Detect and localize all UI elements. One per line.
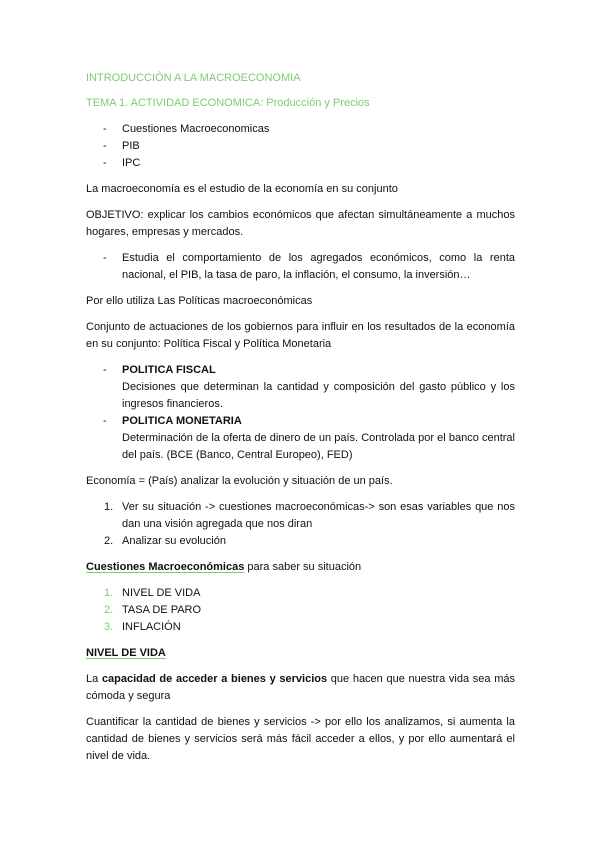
- policy-description: Determinación de la oferta de dinero de un país. Controlada por el banco central del país. (BCE (Banco, Central Europeo), FED): [122, 432, 515, 461]
- list-item: - Cuestiones Macroeconomicas: [103, 123, 270, 135]
- list-item: 1. NIVEL DE VIDA: [104, 587, 201, 599]
- list-item: - Estudia el comportamiento de los agregados económicos, como la renta nacional, el PIB, la tasa de paro, la inflación, el consumo, la inversión…: [103, 252, 515, 281]
- macro-questions-title: Cuestiones Macroeconómicas: [86, 561, 245, 573]
- list-item: - PIB: [103, 140, 140, 152]
- nivel-de-vida-title: NIVEL DE VIDA: [86, 647, 166, 659]
- objective-list: [86, 250, 515, 284]
- document-heading: INTRODUCCIÓN A LA MACROECONOMIA: [86, 72, 301, 84]
- indicators-list: [86, 585, 515, 636]
- nivel-de-vida-definition: La capacidad de acceder a bienes y servicios que hacen que nuestra vida sea más cómoda y segura: [86, 673, 515, 702]
- economy-definition: Economía = (País) analizar la evolución y situación de un país.: [86, 475, 393, 487]
- list-item: - POLITICA MONETARIA Determinación de la oferta de dinero de un país. Controlada por el banco central del país. (BCE (Banco, Central Europeo), FED): [86, 413, 515, 464]
- steps-list: [86, 499, 515, 550]
- document-content: [86, 70, 515, 774]
- document-subheading: TEMA 1. ACTIVIDAD ECONOMICA: Producción y Precios: [86, 97, 370, 109]
- list-item: 1. Ver su situación -> cuestiones macroeconómicas-> son esas variables que nos dan una visión agregada que nos diran: [104, 501, 515, 530]
- definition-paragraph: La macroeconomía es el estudio de la economía en su conjunto: [86, 183, 398, 195]
- policies-definition: Conjunto de actuaciones de los gobiernos para influir en los resultados de la economía en su conjunto: Política Fiscal y Política Monetaria: [86, 321, 515, 350]
- policies-intro: Por ello utiliza Las Políticas macroeconómicas: [86, 295, 313, 307]
- list-item: - IPC: [103, 157, 141, 169]
- policies-list: [86, 362, 515, 464]
- objective-paragraph: OBJETIVO: explicar los cambios económicos que afectan simultáneamente a muchos hogares, empresas y mercados.: [86, 209, 515, 238]
- policy-description: Decisiones que determinan la cantidad y composición del gasto público y los ingresos financieros.: [122, 381, 515, 410]
- list-item: - POLITICA FISCAL Decisiones que determinan la cantidad y composición del gasto público y los ingresos financieros.: [86, 362, 515, 413]
- topic-list: [86, 121, 515, 172]
- policy-name: POLITICA FISCAL: [122, 364, 216, 376]
- list-item: 2. Analizar su evolución: [104, 535, 226, 547]
- policy-name: POLITICA MONETARIA: [122, 415, 242, 427]
- nivel-de-vida-text: Cuantificar la cantidad de bienes y servicios -> por ello los analizamos, si aumenta la cantidad de bienes y servicios será más fácil acceder a ellos, y por ello aumentará el nivel de vida.: [86, 716, 515, 762]
- macro-questions-paragraph: Cuestiones Macroeconómicas para saber su situación: [86, 561, 362, 573]
- list-item: 2. TASA DE PARO: [104, 604, 202, 616]
- list-item: 3. INFLACIÓN: [104, 621, 181, 633]
